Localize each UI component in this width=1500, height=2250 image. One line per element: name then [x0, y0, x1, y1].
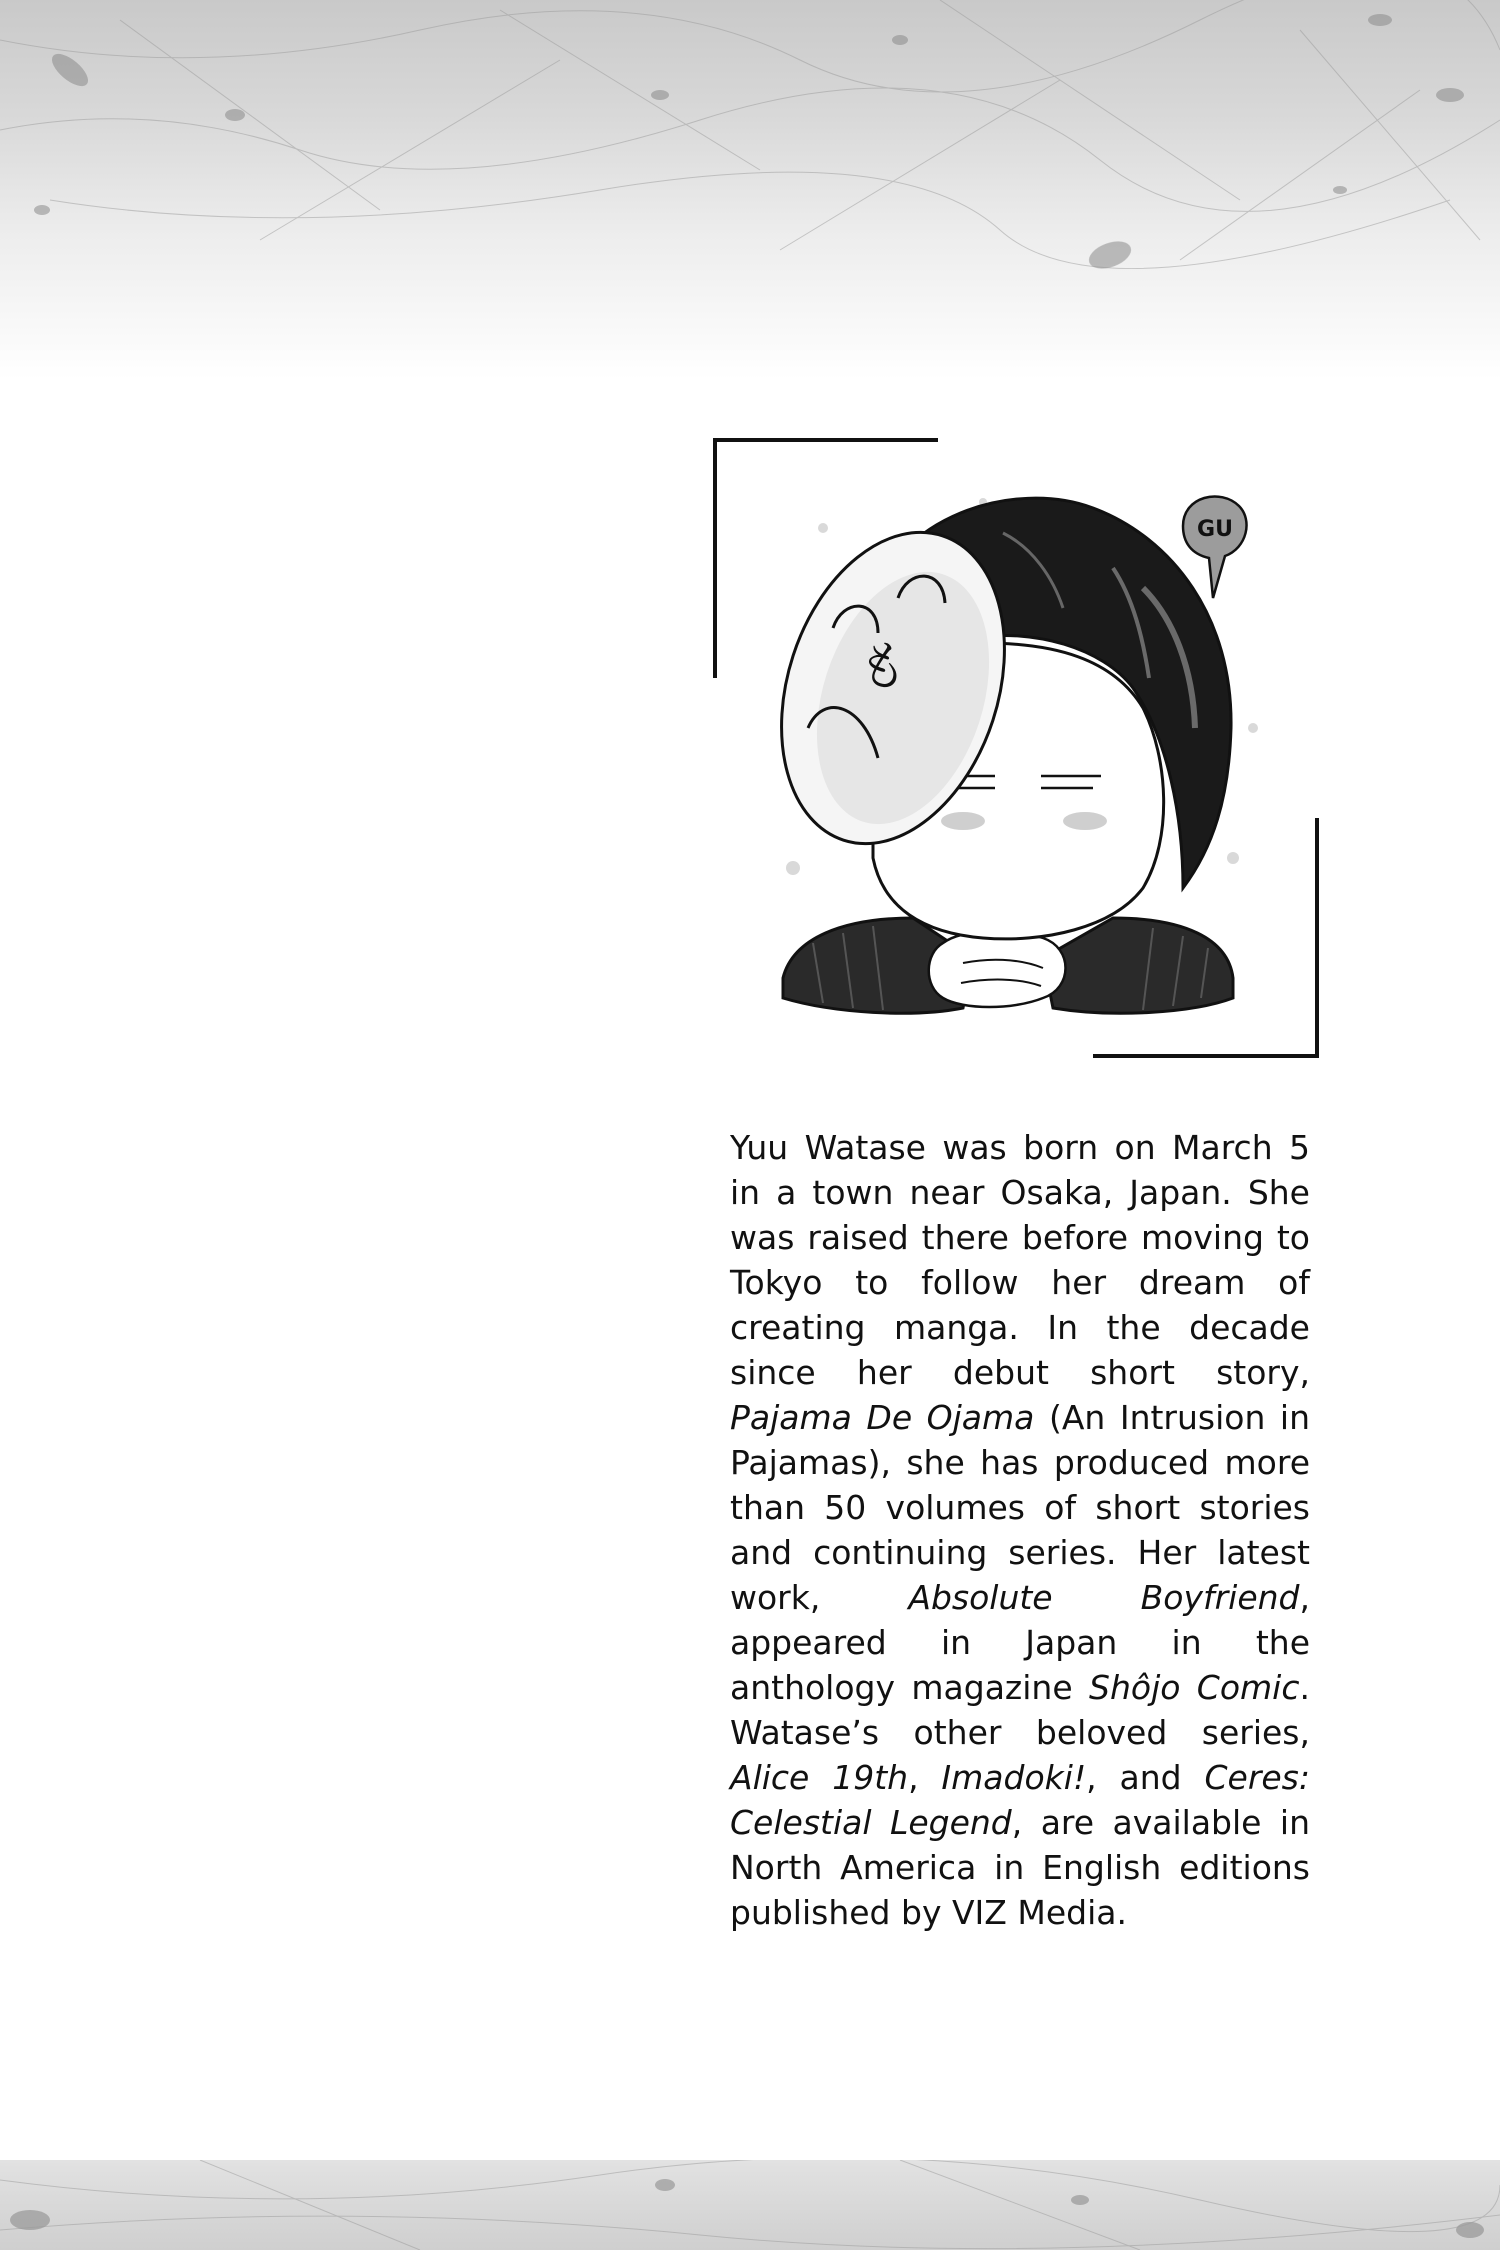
mask-mark: も [849, 630, 918, 704]
bio-text: , appeared in Japan in the anthology magazine [730, 1578, 1310, 1707]
paper-texture-bottom [0, 2160, 1500, 2250]
bio-title-text: Ceres: Celestial Legend [730, 1758, 1310, 1842]
bio-text: (An Intrusion in Pajamas), she has produced more than 50 volumes of short stories and continuing series. Her latest work, [730, 1398, 1310, 1617]
bio-title-text: Pajama De Ojama [730, 1398, 1035, 1437]
bio-text: Yuu Watase was born on March 5 in a town near Osaka, Japan. She was raised there before moving to Tokyo to follow her dream of creating manga. In the decade since her debut short story, [730, 1128, 1310, 1392]
bio-text: . Watase’s other beloved series, [730, 1668, 1310, 1752]
paper-texture [0, 0, 1500, 380]
bio-title-text: Shôjo Comic [1089, 1668, 1300, 1707]
author-portrait [713, 438, 1319, 1058]
bio-title-text: Imadoki! [941, 1758, 1087, 1797]
bio-text: , are available in North America in English editions published by VIZ Media. [730, 1803, 1310, 1932]
bio-title-text: Absolute Boyfriend [908, 1578, 1300, 1617]
bottom-texture-band [0, 2160, 1500, 2250]
speech-bubble [1183, 496, 1247, 598]
top-texture-band [0, 0, 1500, 380]
bio-title-text: Alice 19th [730, 1758, 909, 1797]
bio-text: , [908, 1758, 942, 1797]
speech-bubble-text: GU [1197, 517, 1233, 542]
bio-text: , and [1086, 1758, 1205, 1797]
author-bio [730, 1125, 1310, 1935]
